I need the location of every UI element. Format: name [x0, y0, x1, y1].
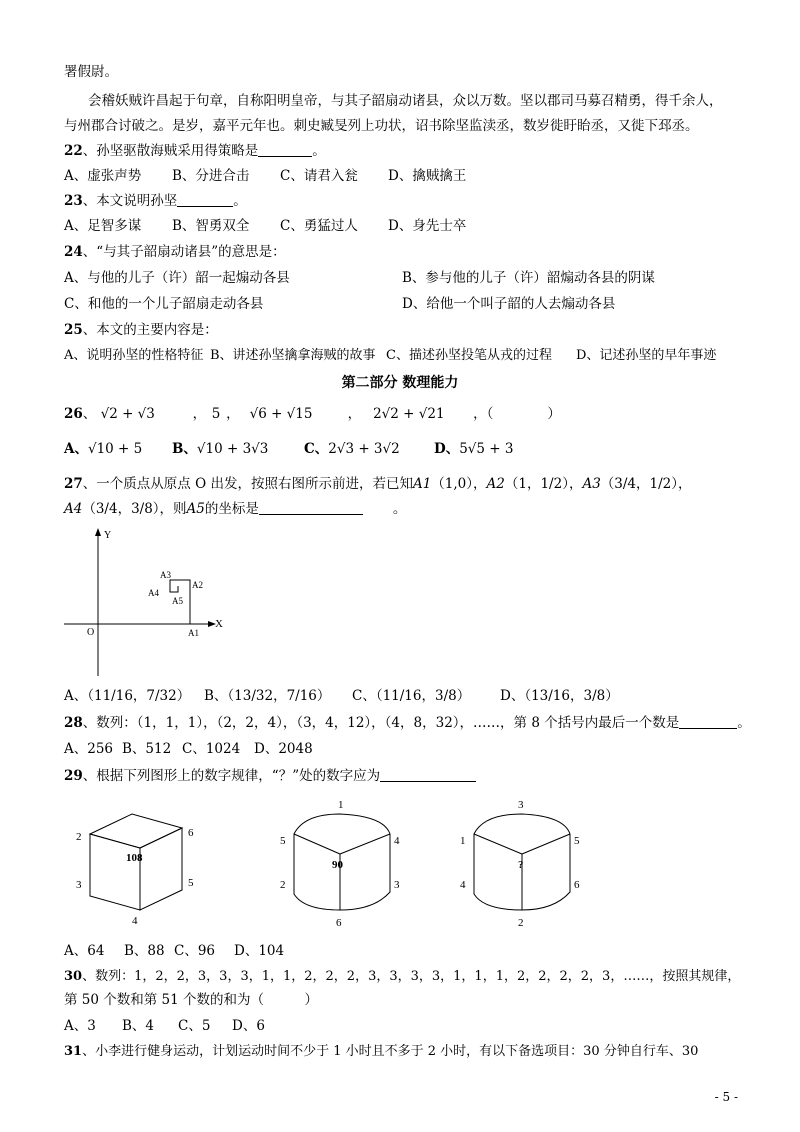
q24-option-a[interactable]: A、与他的儿子（许）韶一起煽动各县	[64, 270, 290, 286]
q26-option-d[interactable]	[434, 439, 513, 459]
q31-number: 31	[64, 1044, 83, 1059]
q22-blank	[258, 142, 312, 157]
cube-3-top-right: 5	[574, 835, 580, 847]
q26-term-4: 2√2 + √21	[373, 406, 445, 422]
cube-2	[280, 799, 400, 929]
q27-option-c[interactable]: C、（11/16，3/8）	[352, 688, 471, 704]
cube-1-top-left: 2	[76, 831, 82, 843]
x-axis-label: X	[215, 618, 223, 630]
cube-2-top-right: 4	[394, 835, 400, 847]
q26-number: 26	[64, 406, 83, 422]
q31-text: 、小李进行健身运动，计划运动时间不少于 1 小时且不多于 2 小时，有以下备选项目：30 分钟自行车、30	[82, 1044, 699, 1059]
q27-text-2: ，则	[159, 501, 187, 517]
q27-blank	[259, 500, 363, 515]
q23-option-b[interactable]: B、智勇双全	[172, 218, 250, 234]
q26-paren: （ ）	[486, 406, 561, 422]
q24-option-b[interactable]: B、参与他的儿子（许）韶煽动各县的阴谋	[402, 270, 655, 286]
q29-option-d[interactable]: D、104	[234, 943, 285, 959]
page-number: - 5 -	[714, 1090, 738, 1104]
q28-options	[64, 739, 313, 759]
q29-number: 29	[64, 768, 83, 784]
q23-end: 。	[233, 193, 247, 209]
origin-label: O	[87, 627, 95, 638]
y-axis-label: Y	[104, 530, 112, 541]
cube-2-bottom: 6	[336, 917, 342, 929]
q26-option-d-value: 5√5 + 3	[459, 441, 514, 457]
question-26: 26、 √2 + √3 ， 5 ， √6 + √15 ， 2√2 + √21 ，（ ）	[64, 406, 561, 422]
q26-option-c-label: C、	[304, 441, 329, 457]
cubes-figure	[60, 796, 620, 930]
q26-term-2: 5	[211, 406, 221, 422]
q26-options	[64, 439, 513, 459]
q27-option-d[interactable]: D、（13/16，3/8）	[500, 688, 619, 704]
cube-1-left-face	[90, 834, 140, 910]
point-a5-label: A5	[172, 596, 183, 606]
cube-3-bottom-right: 6	[574, 879, 580, 891]
cube-3-edge-left	[474, 834, 522, 854]
q22-option-c[interactable]: C、请君入瓮	[280, 168, 358, 184]
question-25	[64, 320, 218, 340]
q22-option-d[interactable]: D、擒贼擒王	[388, 168, 467, 184]
q29-option-b[interactable]: B、88	[124, 943, 165, 959]
coordinate-graph	[60, 524, 240, 680]
q27-options	[64, 686, 619, 706]
cube-1-right-face	[140, 828, 182, 910]
q25-text: 、本文的主要内容是：	[82, 322, 218, 338]
point-a4-label: A4	[148, 588, 159, 598]
cube-1-bottom-right: 5	[188, 877, 194, 889]
q26-term-1: √2 + √3	[100, 406, 155, 422]
q22-option-a[interactable]: A、虚张声势	[64, 168, 142, 184]
cube-2-edge-left	[294, 834, 340, 854]
q22-end: 。	[312, 143, 326, 159]
passage-line-0: 署假尉。	[64, 64, 118, 80]
q26-term-3: √6 + √15	[249, 406, 313, 422]
q23-text: 、本文说明孙坚	[82, 193, 178, 209]
cube-1-bottom: 4	[132, 915, 138, 927]
cube-2-center: 90	[332, 859, 343, 871]
cube-3-top: 3	[518, 799, 524, 811]
q26-option-a-value: √10 + 5	[87, 441, 143, 457]
q22-option-b[interactable]: B、分进合击	[172, 168, 250, 184]
q30-options	[64, 1016, 265, 1036]
q22-text: 、孙坚驱散海贼采用得策略是	[82, 143, 259, 159]
q27-a1-label: A1	[412, 476, 432, 492]
q27-a3-label: A3	[582, 476, 601, 492]
question-24	[64, 242, 286, 262]
q23-blank	[177, 192, 233, 207]
q29-options	[64, 941, 284, 961]
q26-option-a[interactable]	[64, 439, 172, 459]
q26-text: 、	[82, 406, 97, 422]
q24-option-d[interactable]: D、给他一个叫子韶的人去煽动各县	[402, 296, 616, 312]
q27-a3: （3/4，1/2），	[600, 476, 692, 492]
q25-option-d[interactable]: D、记述孙坚的早年事迹	[576, 348, 717, 363]
q30-number: 30	[64, 969, 83, 984]
q24-option-c[interactable]: C、和他的一个儿子韶扇走动各县	[64, 296, 264, 312]
q29-option-c[interactable]: C、96	[174, 943, 216, 959]
q26-option-b-label: B、	[172, 441, 197, 457]
q27-option-a[interactable]: A、（11/16，7/32）	[64, 688, 191, 704]
q26-option-a-label: A、	[64, 441, 88, 457]
passage-line-1: 会稽妖贼许昌起于句章，自称阳明皇帝，与其子韶扇动诸县，众以万数。坚以郡司马募召精勇，得千余人，	[88, 93, 723, 109]
cube-3-edge-right	[522, 834, 570, 854]
q30-option-b[interactable]: B、4	[122, 1018, 155, 1034]
q23-number: 23	[64, 193, 83, 209]
section-title: 第二部分 数理能力	[341, 375, 459, 391]
q26-option-c[interactable]	[304, 439, 434, 459]
cube-2-bottom-left: 2	[280, 879, 286, 891]
q25-option-b[interactable]: B、讲述孙坚擒拿海贼的故事	[210, 348, 376, 363]
question-30-line-1	[64, 967, 740, 987]
q26-option-c-value: 2√3 + 3√2	[328, 441, 400, 457]
q28-text: 、数列：（1，1，1），（2，2，4），（3，4，12），（4，8，32），……，第 8 个括号内最后一个数是	[82, 715, 680, 731]
q27-number: 27	[64, 476, 83, 492]
q25-option-c[interactable]: C、描述孙坚投笔从戎的过程	[386, 348, 552, 363]
q23-option-a[interactable]: A、足智多谋	[64, 218, 142, 234]
cube-1-top-right: 6	[188, 827, 194, 839]
q27-a2-label: A2	[486, 476, 505, 492]
q30-option-c[interactable]: C、5	[178, 1018, 211, 1034]
q25-options	[64, 346, 716, 366]
q28-option-d[interactable]: D、2048	[254, 741, 313, 757]
question-27-line-1: 27、一个质点从原点 O 出发，按照右图所示前进，若已知A1（1,0），A2（1，1/2），A3（3/4，1/2），	[64, 476, 692, 492]
question-31	[64, 1042, 698, 1062]
cube-1	[76, 814, 194, 927]
cube-1-bottom-left: 3	[76, 879, 82, 891]
q24-number: 24	[64, 244, 83, 260]
cube-1-top-face	[90, 814, 182, 848]
q30-option-d[interactable]: D、6	[232, 1018, 265, 1034]
q24-options-row1	[64, 268, 290, 288]
q27-end: 。	[392, 501, 407, 517]
q27-text-3: 的坐标是	[204, 501, 259, 517]
q22-options	[64, 166, 466, 186]
q29-option-a[interactable]: A、64	[64, 943, 105, 959]
cube-3	[460, 799, 580, 929]
q26-option-b-value: √10 + 3√3	[196, 441, 269, 457]
question-23	[64, 191, 247, 211]
q25-option-a[interactable]: A、说明孙坚的性格特征	[64, 348, 204, 363]
cube-1-center: 108	[126, 852, 143, 864]
q26-option-b[interactable]	[172, 439, 304, 459]
point-a2-label: A2	[192, 580, 203, 590]
question-22	[64, 141, 326, 161]
q22-number: 22	[64, 143, 83, 159]
q28-option-a[interactable]: A、256	[64, 741, 114, 757]
q27-a4: （3/4，3/8）	[82, 501, 160, 517]
q28-end: 。	[737, 715, 751, 731]
cube-2-bottom-right: 3	[394, 879, 400, 891]
q25-number: 25	[64, 322, 83, 338]
q28-blank	[679, 714, 737, 729]
passage-line-2: 与州郡合讨破之。是岁，嘉平元年也。刺史臧旻列上功状，诏书除坚监渎丞，数岁徙盱眙丞，又徙下邳丞。	[64, 118, 699, 134]
question-27-line-2	[64, 499, 406, 519]
q28-option-c[interactable]: C、1024	[182, 741, 241, 757]
q27-text-1: 、一个质点从原点 O 出发，按照右图所示前进，若已知	[82, 476, 413, 492]
q28-number: 28	[64, 715, 83, 731]
question-28	[64, 713, 751, 733]
q27-a1: （1,0）	[431, 476, 474, 492]
q30-text: 、数列：1，2，2，3，3，3，1，1，2，2，2，3，3，3，3，1，1，1，2，2，2，2，3，……，按照其规律，	[82, 969, 741, 984]
q26-option-d-label: D、	[434, 441, 460, 457]
q23-option-d[interactable]: D、身先士卒	[388, 218, 467, 234]
q23-options	[64, 216, 466, 236]
q27-option-b[interactable]: B、（13/32，7/16）	[204, 688, 331, 704]
q27-a4-label: A4	[64, 501, 83, 517]
point-a1-label: A1	[188, 628, 199, 638]
q29-blank	[380, 767, 476, 782]
point-a3-label: A3	[160, 570, 171, 580]
q27-a2: （1，1/2）	[504, 476, 569, 492]
cube-3-center: ?	[518, 859, 524, 871]
question-29	[64, 766, 476, 786]
q23-option-c[interactable]: C、勇猛过人	[280, 218, 358, 234]
y-axis-arrow-icon	[95, 528, 101, 536]
cube-2-edge-right	[340, 834, 390, 854]
q30-option-a[interactable]: A、3	[64, 1018, 96, 1034]
question-30-line-2: 第 50 个数和第 51 个数的和为（ ）	[64, 992, 319, 1008]
q27-a5-label: A5	[186, 501, 205, 517]
cube-3-top-left: 1	[460, 835, 466, 847]
cube-2-top: 1	[338, 799, 344, 811]
cube-2-top-left: 5	[280, 835, 286, 847]
cube-3-bottom-left: 4	[460, 879, 466, 891]
cube-3-bottom: 2	[518, 917, 524, 929]
q29-text: 、根据下列图形上的数字规律，“？”处的数字应为	[82, 768, 381, 784]
q28-option-b[interactable]: B、512	[122, 741, 172, 757]
q24-text: 、“与其子韶扇动诸县”的意思是：	[82, 244, 286, 260]
